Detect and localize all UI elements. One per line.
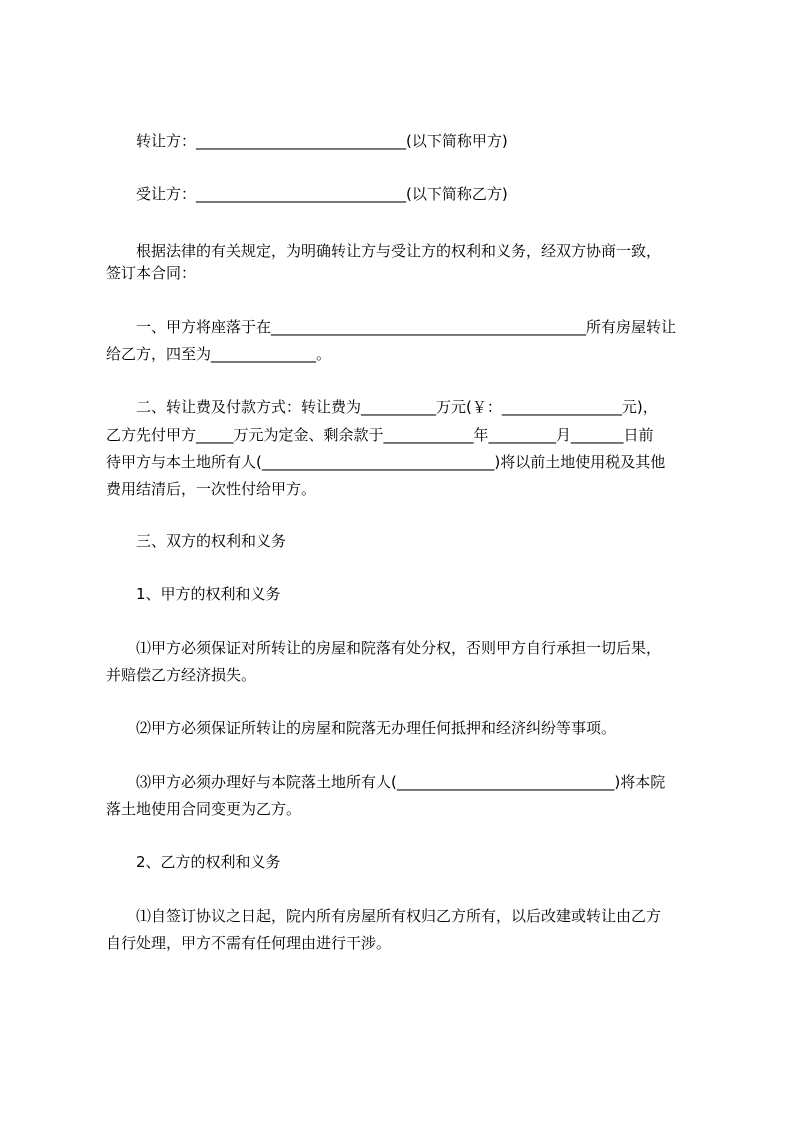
- clause2-line-3: 待甲方与本土地所有人(_______________________________)将以前土地使用税及其他: [106, 453, 666, 471]
- clause1-line-2: 给乙方，四至为______________。: [106, 345, 332, 363]
- item1-1-line-1: ⑴甲方必须保证对所转让的房屋和院落有处分权，否则甲方自行承担一切后果，: [136, 639, 662, 657]
- sub1-title: 1、甲方的权利和义务: [136, 585, 281, 603]
- item1-3-line-2: 落土地使用合同变更为乙方。: [106, 800, 302, 818]
- clause1-line-1: 一、甲方将座落于在__________________________________________所有房屋转让: [136, 318, 677, 336]
- item1-2-line-1: ⑵甲方必须保证所转让的房屋和院落无办理任何抵押和经济纠纷等事项。: [136, 719, 617, 737]
- preamble-line-2: 签订本合同：: [106, 264, 197, 282]
- clause3-title: 三、双方的权利和义务: [136, 532, 287, 550]
- sub2-title: 2、乙方的权利和义务: [136, 853, 281, 871]
- item2-1-line-2: 自行处理，甲方不需有任何理由进行干涉。: [106, 934, 392, 952]
- preamble-line-1: 根据法律的有关规定，为明确转让方与受让方的权利和义务，经双方协商一致，: [136, 242, 662, 260]
- transferor-line: 转让方：____________________________(以下简称甲方): [136, 132, 508, 150]
- item1-1-line-2: 并赔偿乙方经济损失。: [106, 666, 257, 684]
- clause2-line-2: 乙方先付甲方_____万元为定金、剩余款于____________年_________月_______日前: [106, 426, 654, 444]
- item1-3-line-1: ⑶甲方必须办理好与本院落土地所有人(_____________________________)将本院: [136, 773, 666, 791]
- clause2-line-1: 二、转让费及付款方式：转让费为__________万元(￥：________________元)，: [136, 398, 658, 416]
- transferee-line: 受让方：____________________________(以下简称乙方): [136, 185, 508, 203]
- clause2-line-4: 费用结清后，一次性付给甲方。: [106, 480, 317, 498]
- item2-1-line-1: ⑴自签订协议之日起，院内所有房屋所有权归乙方所有，以后改建或转让由乙方: [136, 907, 662, 925]
